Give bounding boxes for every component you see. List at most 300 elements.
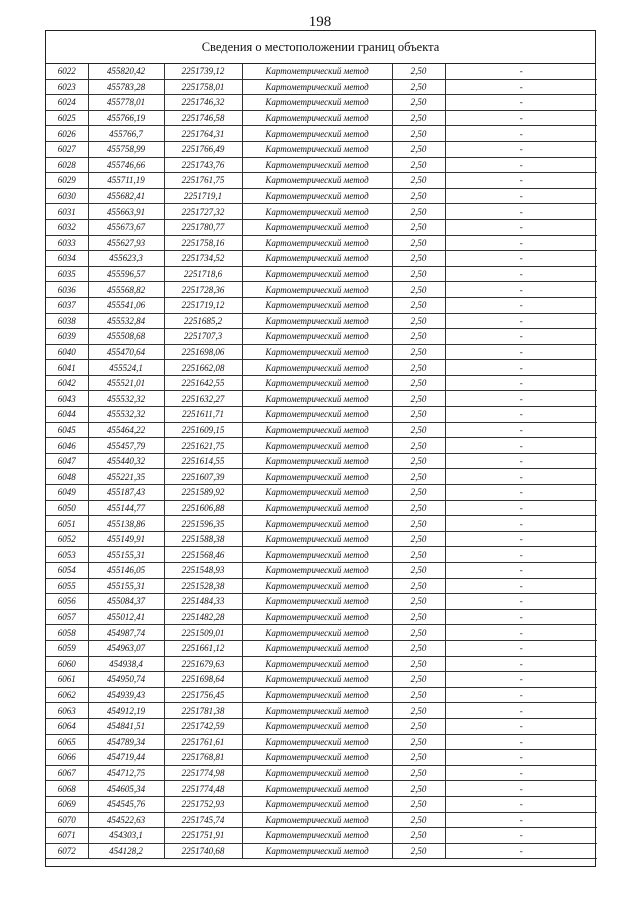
description-cell: -: [445, 282, 597, 298]
precision-cell: 2,50: [392, 765, 445, 781]
description-cell: -: [445, 516, 597, 532]
x-coordinate-cell: 455541,06: [88, 297, 164, 313]
method-cell: Картометрический метод: [242, 188, 392, 204]
y-coordinate-cell: 2251614,55: [164, 453, 242, 469]
x-coordinate-cell: 455508,68: [88, 329, 164, 345]
method-cell: Картометрический метод: [242, 313, 392, 329]
precision-cell: 2,50: [392, 313, 445, 329]
method-cell: Картометрический метод: [242, 516, 392, 532]
description-cell: -: [445, 625, 597, 641]
precision-cell: 2,50: [392, 235, 445, 251]
method-cell: Картометрический метод: [242, 500, 392, 516]
precision-cell: 2,50: [392, 672, 445, 688]
description-cell: -: [445, 126, 597, 142]
table-row: [46, 266, 597, 282]
y-coordinate-cell: 2251596,35: [164, 516, 242, 532]
precision-cell: 2,50: [392, 329, 445, 345]
precision-cell: 2,50: [392, 157, 445, 173]
y-coordinate-cell: 2251756,45: [164, 687, 242, 703]
y-coordinate-cell: 2251662,08: [164, 360, 242, 376]
point-number-cell: 6062: [46, 687, 88, 703]
table-row: [46, 687, 597, 703]
precision-cell: 2,50: [392, 828, 445, 844]
table-row: [46, 594, 597, 610]
point-number-cell: 6044: [46, 407, 88, 423]
y-coordinate-cell: 2251740,68: [164, 843, 242, 859]
table-row: [46, 219, 597, 235]
description-cell: -: [445, 188, 597, 204]
description-cell: -: [445, 828, 597, 844]
table-row: [46, 765, 597, 781]
method-cell: Картометрический метод: [242, 422, 392, 438]
method-cell: Картометрический метод: [242, 126, 392, 142]
y-coordinate-cell: 2251780,77: [164, 219, 242, 235]
table-title: Сведения о местоположении границ объекта: [46, 31, 595, 64]
description-cell: -: [445, 375, 597, 391]
table-row: [46, 344, 597, 360]
x-coordinate-cell: 455568,82: [88, 282, 164, 298]
point-number-cell: 6059: [46, 640, 88, 656]
description-cell: -: [445, 750, 597, 766]
method-cell: Картометрический метод: [242, 173, 392, 189]
method-cell: Картометрический метод: [242, 796, 392, 812]
table-row: [46, 438, 597, 454]
x-coordinate-cell: 455820,42: [88, 64, 164, 79]
table-row: [46, 360, 597, 376]
precision-cell: 2,50: [392, 640, 445, 656]
table-row: [46, 329, 597, 345]
method-cell: Картометрический метод: [242, 672, 392, 688]
table-row: [46, 282, 597, 298]
description-cell: -: [445, 843, 597, 859]
precision-cell: 2,50: [392, 531, 445, 547]
x-coordinate-cell: 455532,32: [88, 407, 164, 423]
description-cell: -: [445, 64, 597, 79]
method-cell: Картометрический метод: [242, 594, 392, 610]
precision-cell: 2,50: [392, 79, 445, 95]
table-row: [46, 235, 597, 251]
point-number-cell: 6060: [46, 656, 88, 672]
x-coordinate-cell: 454963,07: [88, 640, 164, 656]
x-coordinate-cell: 454912,19: [88, 703, 164, 719]
method-cell: Картометрический метод: [242, 843, 392, 859]
point-number-cell: 6051: [46, 516, 88, 532]
y-coordinate-cell: 2251606,88: [164, 500, 242, 516]
description-cell: -: [445, 734, 597, 750]
description-cell: -: [445, 360, 597, 376]
y-coordinate-cell: 2251611,71: [164, 407, 242, 423]
method-cell: Картометрический метод: [242, 609, 392, 625]
method-cell: Картометрический метод: [242, 157, 392, 173]
precision-cell: 2,50: [392, 485, 445, 501]
method-cell: Картометрический метод: [242, 344, 392, 360]
method-cell: Картометрический метод: [242, 438, 392, 454]
y-coordinate-cell: 2251679,63: [164, 656, 242, 672]
x-coordinate-cell: 455682,41: [88, 188, 164, 204]
x-coordinate-cell: 455532,32: [88, 391, 164, 407]
y-coordinate-cell: 2251568,46: [164, 547, 242, 563]
y-coordinate-cell: 2251766,49: [164, 141, 242, 157]
table-row: [46, 157, 597, 173]
precision-cell: 2,50: [392, 173, 445, 189]
description-cell: -: [445, 718, 597, 734]
precision-cell: 2,50: [392, 469, 445, 485]
point-number-cell: 6041: [46, 360, 88, 376]
description-cell: -: [445, 235, 597, 251]
point-number-cell: 6027: [46, 141, 88, 157]
method-cell: Картометрический метод: [242, 204, 392, 220]
point-number-cell: 6067: [46, 765, 88, 781]
method-cell: Картометрический метод: [242, 375, 392, 391]
point-number-cell: 6033: [46, 235, 88, 251]
y-coordinate-cell: 2251758,16: [164, 235, 242, 251]
table-row: [46, 828, 597, 844]
point-number-cell: 6046: [46, 438, 88, 454]
method-cell: Картометрический метод: [242, 531, 392, 547]
x-coordinate-cell: 454605,34: [88, 781, 164, 797]
y-coordinate-cell: 2251758,01: [164, 79, 242, 95]
precision-cell: 2,50: [392, 360, 445, 376]
description-cell: -: [445, 204, 597, 220]
x-coordinate-cell: 454950,74: [88, 672, 164, 688]
method-cell: Картометрический метод: [242, 718, 392, 734]
y-coordinate-cell: 2251746,58: [164, 110, 242, 126]
precision-cell: 2,50: [392, 656, 445, 672]
x-coordinate-cell: 455766,19: [88, 110, 164, 126]
description-cell: -: [445, 500, 597, 516]
precision-cell: 2,50: [392, 141, 445, 157]
method-cell: Картометрический метод: [242, 781, 392, 797]
description-cell: -: [445, 173, 597, 189]
x-coordinate-cell: 454128,2: [88, 843, 164, 859]
y-coordinate-cell: 2251768,81: [164, 750, 242, 766]
description-cell: -: [445, 687, 597, 703]
point-number-cell: 6048: [46, 469, 88, 485]
table-row: [46, 126, 597, 142]
x-coordinate-cell: 455155,31: [88, 547, 164, 563]
y-coordinate-cell: 2251661,12: [164, 640, 242, 656]
y-coordinate-cell: 2251707,3: [164, 329, 242, 345]
y-coordinate-cell: 2251727,32: [164, 204, 242, 220]
x-coordinate-cell: 454938,4: [88, 656, 164, 672]
precision-cell: 2,50: [392, 95, 445, 111]
point-number-cell: 6047: [46, 453, 88, 469]
description-cell: -: [445, 141, 597, 157]
point-number-cell: 6068: [46, 781, 88, 797]
x-coordinate-cell: 454789,34: [88, 734, 164, 750]
method-cell: Картометрический метод: [242, 812, 392, 828]
description-cell: -: [445, 578, 597, 594]
table-row: [46, 485, 597, 501]
description-cell: -: [445, 453, 597, 469]
method-cell: Картометрический метод: [242, 578, 392, 594]
description-cell: -: [445, 344, 597, 360]
method-cell: Картометрический метод: [242, 640, 392, 656]
x-coordinate-cell: 455783,28: [88, 79, 164, 95]
x-coordinate-cell: 454712,75: [88, 765, 164, 781]
x-coordinate-cell: 454987,74: [88, 625, 164, 641]
description-cell: -: [445, 251, 597, 267]
precision-cell: 2,50: [392, 718, 445, 734]
point-number-cell: 6022: [46, 64, 88, 79]
y-coordinate-cell: 2251621,75: [164, 438, 242, 454]
description-cell: -: [445, 157, 597, 173]
x-coordinate-cell: 455464,22: [88, 422, 164, 438]
description-cell: -: [445, 438, 597, 454]
description-cell: -: [445, 656, 597, 672]
method-cell: Картометрический метод: [242, 219, 392, 235]
y-coordinate-cell: 2251781,38: [164, 703, 242, 719]
description-cell: -: [445, 765, 597, 781]
point-number-cell: 6057: [46, 609, 88, 625]
point-number-cell: 6070: [46, 812, 88, 828]
table-row: [46, 547, 597, 563]
point-number-cell: 6064: [46, 718, 88, 734]
x-coordinate-cell: 454939,43: [88, 687, 164, 703]
point-number-cell: 6069: [46, 796, 88, 812]
table-row: [46, 297, 597, 313]
table-row: [46, 251, 597, 267]
precision-cell: 2,50: [392, 188, 445, 204]
method-cell: Картометрический метод: [242, 547, 392, 563]
method-cell: Картометрический метод: [242, 329, 392, 345]
x-coordinate-cell: 455144,77: [88, 500, 164, 516]
description-cell: -: [445, 672, 597, 688]
table-row: [46, 110, 597, 126]
point-number-cell: 6025: [46, 110, 88, 126]
method-cell: Картометрический метод: [242, 391, 392, 407]
point-number-cell: 6063: [46, 703, 88, 719]
precision-cell: 2,50: [392, 687, 445, 703]
point-number-cell: 6026: [46, 126, 88, 142]
x-coordinate-cell: 455187,43: [88, 485, 164, 501]
point-number-cell: 6042: [46, 375, 88, 391]
point-number-cell: 6034: [46, 251, 88, 267]
description-cell: -: [445, 781, 597, 797]
method-cell: Картометрический метод: [242, 266, 392, 282]
table-row: [46, 656, 597, 672]
y-coordinate-cell: 2251734,52: [164, 251, 242, 267]
table-row: [46, 531, 597, 547]
precision-cell: 2,50: [392, 563, 445, 579]
precision-cell: 2,50: [392, 126, 445, 142]
x-coordinate-cell: 455457,79: [88, 438, 164, 454]
y-coordinate-cell: 2251642,55: [164, 375, 242, 391]
y-coordinate-cell: 2251698,64: [164, 672, 242, 688]
point-number-cell: 6065: [46, 734, 88, 750]
method-cell: Картометрический метод: [242, 235, 392, 251]
point-number-cell: 6058: [46, 625, 88, 641]
x-coordinate-cell: 455627,93: [88, 235, 164, 251]
point-number-cell: 6050: [46, 500, 88, 516]
table-row: [46, 313, 597, 329]
description-cell: -: [445, 796, 597, 812]
description-cell: -: [445, 422, 597, 438]
description-cell: -: [445, 95, 597, 111]
description-cell: -: [445, 313, 597, 329]
method-cell: Картометрический метод: [242, 828, 392, 844]
method-cell: Картометрический метод: [242, 360, 392, 376]
description-cell: -: [445, 703, 597, 719]
y-coordinate-cell: 2251607,39: [164, 469, 242, 485]
method-cell: Картометрический метод: [242, 407, 392, 423]
y-coordinate-cell: 2251751,91: [164, 828, 242, 844]
y-coordinate-cell: 2251719,12: [164, 297, 242, 313]
x-coordinate-cell: 454719,44: [88, 750, 164, 766]
x-coordinate-cell: 455221,35: [88, 469, 164, 485]
description-cell: -: [445, 563, 597, 579]
x-coordinate-cell: 455673,67: [88, 219, 164, 235]
point-number-cell: 6029: [46, 173, 88, 189]
precision-cell: 2,50: [392, 609, 445, 625]
precision-cell: 2,50: [392, 204, 445, 220]
point-number-cell: 6038: [46, 313, 88, 329]
table-row: [46, 718, 597, 734]
precision-cell: 2,50: [392, 703, 445, 719]
x-coordinate-cell: 455746,66: [88, 157, 164, 173]
method-cell: Картометрический метод: [242, 765, 392, 781]
y-coordinate-cell: 2251761,61: [164, 734, 242, 750]
table-row: [46, 516, 597, 532]
point-number-cell: 6043: [46, 391, 88, 407]
precision-cell: 2,50: [392, 750, 445, 766]
table-row: [46, 796, 597, 812]
description-cell: -: [445, 407, 597, 423]
x-coordinate-cell: 455663,91: [88, 204, 164, 220]
y-coordinate-cell: 2251774,98: [164, 765, 242, 781]
x-coordinate-cell: 455521,01: [88, 375, 164, 391]
description-cell: -: [445, 297, 597, 313]
table-body: [46, 64, 597, 859]
precision-cell: 2,50: [392, 391, 445, 407]
method-cell: Картометрический метод: [242, 64, 392, 79]
precision-cell: 2,50: [392, 500, 445, 516]
boundary-table-frame: [45, 30, 596, 867]
table-row: [46, 453, 597, 469]
description-cell: -: [445, 266, 597, 282]
method-cell: Картометрический метод: [242, 687, 392, 703]
y-coordinate-cell: 2251548,93: [164, 563, 242, 579]
point-number-cell: 6024: [46, 95, 88, 111]
point-number-cell: 6053: [46, 547, 88, 563]
y-coordinate-cell: 2251774,48: [164, 781, 242, 797]
x-coordinate-cell: 455596,57: [88, 266, 164, 282]
method-cell: Картометрический метод: [242, 703, 392, 719]
method-cell: Картометрический метод: [242, 251, 392, 267]
y-coordinate-cell: 2251698,06: [164, 344, 242, 360]
x-coordinate-cell: 454841,51: [88, 718, 164, 734]
precision-cell: 2,50: [392, 796, 445, 812]
precision-cell: 2,50: [392, 547, 445, 563]
method-cell: Картометрический метод: [242, 95, 392, 111]
x-coordinate-cell: 455138,86: [88, 516, 164, 532]
point-number-cell: 6035: [46, 266, 88, 282]
method-cell: Картометрический метод: [242, 656, 392, 672]
table-row: [46, 95, 597, 111]
y-coordinate-cell: 2251509,01: [164, 625, 242, 641]
table-row: [46, 469, 597, 485]
precision-cell: 2,50: [392, 266, 445, 282]
table-row: [46, 563, 597, 579]
description-cell: -: [445, 391, 597, 407]
y-coordinate-cell: 2251746,32: [164, 95, 242, 111]
table-row: [46, 64, 597, 79]
x-coordinate-cell: 455711,19: [88, 173, 164, 189]
description-cell: -: [445, 110, 597, 126]
x-coordinate-cell: 455155,31: [88, 578, 164, 594]
x-coordinate-cell: 455532,84: [88, 313, 164, 329]
x-coordinate-cell: 454545,76: [88, 796, 164, 812]
table-row: [46, 703, 597, 719]
precision-cell: 2,50: [392, 422, 445, 438]
precision-cell: 2,50: [392, 594, 445, 610]
point-number-cell: 6072: [46, 843, 88, 859]
y-coordinate-cell: 2251761,75: [164, 173, 242, 189]
precision-cell: 2,50: [392, 453, 445, 469]
y-coordinate-cell: 2251728,36: [164, 282, 242, 298]
table-row: [46, 812, 597, 828]
method-cell: Картометрический метод: [242, 297, 392, 313]
table-row: [46, 781, 597, 797]
precision-cell: 2,50: [392, 438, 445, 454]
y-coordinate-cell: 2251685,2: [164, 313, 242, 329]
method-cell: Картометрический метод: [242, 750, 392, 766]
point-number-cell: 6036: [46, 282, 88, 298]
table-row: [46, 500, 597, 516]
table-row: [46, 640, 597, 656]
y-coordinate-cell: 2251609,15: [164, 422, 242, 438]
description-cell: -: [445, 329, 597, 345]
point-number-cell: 6039: [46, 329, 88, 345]
point-number-cell: 6066: [46, 750, 88, 766]
description-cell: -: [445, 219, 597, 235]
description-cell: -: [445, 812, 597, 828]
y-coordinate-cell: 2251632,27: [164, 391, 242, 407]
precision-cell: 2,50: [392, 282, 445, 298]
precision-cell: 2,50: [392, 781, 445, 797]
point-number-cell: 6037: [46, 297, 88, 313]
table-row: [46, 578, 597, 594]
boundary-points-table: [46, 64, 597, 859]
point-number-cell: 6071: [46, 828, 88, 844]
page-number: 198: [308, 14, 332, 30]
point-number-cell: 6040: [46, 344, 88, 360]
precision-cell: 2,50: [392, 297, 445, 313]
description-cell: -: [445, 547, 597, 563]
precision-cell: 2,50: [392, 812, 445, 828]
point-number-cell: 6049: [46, 485, 88, 501]
table-row: [46, 173, 597, 189]
point-number-cell: 6054: [46, 563, 88, 579]
table-row: [46, 79, 597, 95]
method-cell: Картометрический метод: [242, 734, 392, 750]
method-cell: Картометрический метод: [242, 625, 392, 641]
table-row: [46, 188, 597, 204]
y-coordinate-cell: 2251484,33: [164, 594, 242, 610]
method-cell: Картометрический метод: [242, 141, 392, 157]
method-cell: Картометрический метод: [242, 79, 392, 95]
y-coordinate-cell: 2251528,38: [164, 578, 242, 594]
y-coordinate-cell: 2251743,76: [164, 157, 242, 173]
point-number-cell: 6056: [46, 594, 88, 610]
x-coordinate-cell: 455146,05: [88, 563, 164, 579]
table-row: [46, 407, 597, 423]
x-coordinate-cell: 455623,3: [88, 251, 164, 267]
point-number-cell: 6028: [46, 157, 88, 173]
description-cell: -: [445, 79, 597, 95]
method-cell: Картометрический метод: [242, 453, 392, 469]
precision-cell: 2,50: [392, 516, 445, 532]
